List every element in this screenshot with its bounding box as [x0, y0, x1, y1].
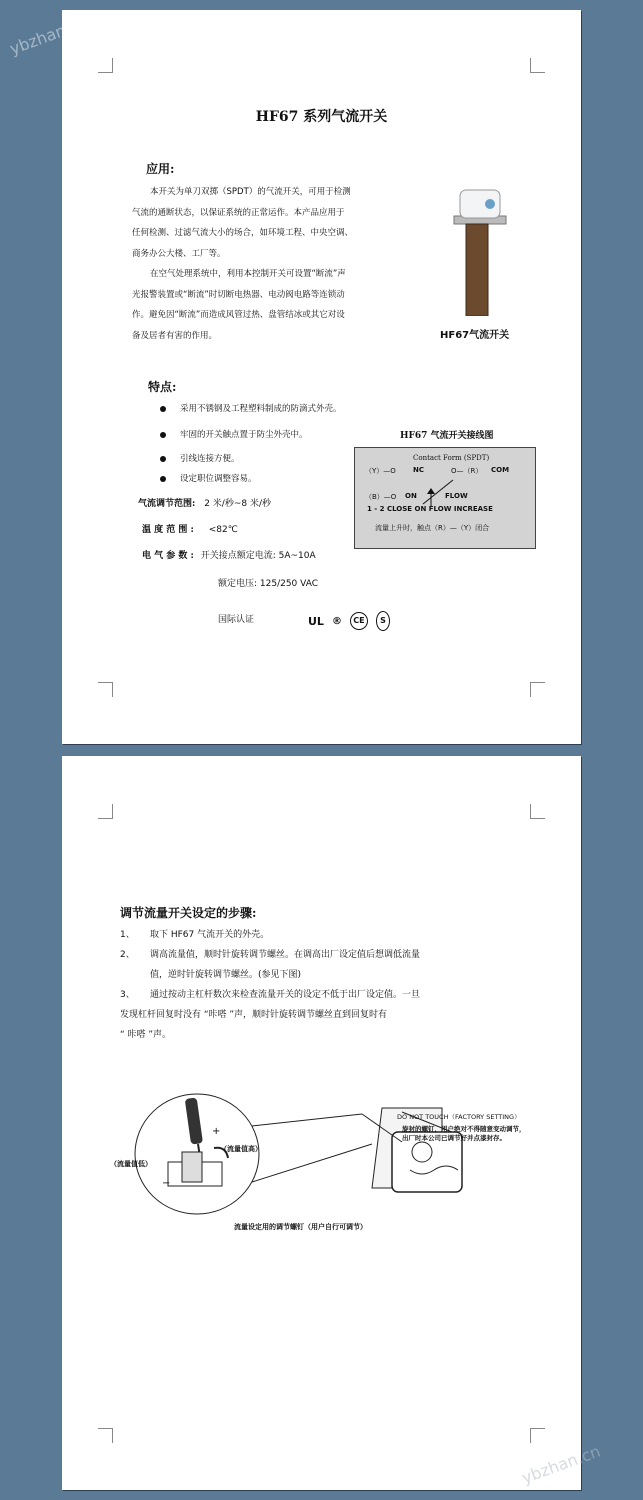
- watermark-bottom: ybzhan.cn: [519, 1441, 603, 1488]
- ul-mark-icon: UL: [308, 614, 324, 628]
- feature-item: 引线连接方便。: [160, 452, 240, 464]
- registered-mark-icon: ®: [331, 615, 342, 627]
- flow-label: FLOW: [445, 492, 468, 500]
- crop-mark: [98, 682, 113, 697]
- crop-mark: [530, 58, 545, 73]
- nc-label: NC: [413, 466, 424, 474]
- step-item-continuation: 发现杠杆回复时没有 “咔嗒 ”声，顺时针旋转调节螺丝直到回复时有 “ 咔嗒 ”声。: [120, 1010, 388, 1040]
- terminal-r: O—（R）: [451, 467, 483, 475]
- adjust-screw-caption: 流量设定用的调节螺钉（用户自行可调节）: [234, 1223, 367, 1231]
- page-title: HF67 系列气流开关: [255, 109, 388, 125]
- crop-mark: [530, 682, 545, 697]
- feature-item: 设定职位调整容易。: [160, 472, 257, 484]
- ce-mark-icon: CE: [350, 612, 368, 630]
- hf67-product-image: [450, 186, 510, 316]
- do-not-touch-title: DO NOT TOUCH（FACTORY SETTING）: [397, 1113, 521, 1121]
- on-label: ON: [405, 492, 417, 500]
- wiring-diagram: [354, 447, 536, 549]
- document-page-2: 调节流量开关设定的步骤: 1、 取下 HF67 气流开关的外壳。 2、 调高流量值，顺时针旋转调节螺丝。在调高出厂设定值后想调低流量 值，逆时针旋转调节螺丝。(参见下图) 3、 通过按动主杠杆数次来检查流量开关的设定不低于出厂设定值。一旦 发现杠杆回复时没有 “咔嗒 ”声，顺时针旋转调节螺丝直到回复时有 “ 咔嗒 ”声。 （流量值低） （流量值高） − + 流量设定用的调节螺钉（用户自行可调节） DO NOT TOUCH（FACTORY SETTING） 旋封的螺钉，用户绝对不得随意变动调节， 出厂时本公司已调节好并点漆封存。: [62, 756, 581, 1490]
- product-caption: HF67气流开关: [440, 330, 510, 341]
- watermark-top: ybzhan.cn: [7, 12, 91, 59]
- crop-mark: [98, 58, 113, 73]
- terminal-b: （B）—O: [365, 493, 397, 501]
- crop-mark: [98, 1428, 113, 1443]
- terminal-y: （Y）—O: [365, 467, 396, 475]
- close-on-flow-text: 1 - 2 CLOSE ON FLOW INCREASE: [367, 505, 493, 513]
- crop-mark: [98, 804, 113, 819]
- temperature-range-row: 温 度 范 围 : <82℃: [142, 525, 238, 535]
- safety-mark-icon: S: [376, 611, 390, 631]
- feature-item: 牢固的开关触点置于防尘外壳中。: [160, 428, 308, 440]
- electrical-params-row: 电 气 参 数 : 开关接点额定电流: 5A~10A: [142, 551, 316, 561]
- minus-sign: −: [162, 1178, 171, 1189]
- feature-item: 采用不锈钢及工程塑料制成的防滴式外壳。: [160, 402, 342, 414]
- wiring-diagram-title: HF67 气流开关接线图: [400, 431, 494, 441]
- factory-setting-warning-2: 出厂时本公司已调节好并点漆封存。: [402, 1134, 506, 1142]
- crop-mark: [530, 1428, 545, 1443]
- factory-setting-warning-1: 旋封的螺钉，用户绝对不得随意变动调节，: [402, 1125, 526, 1133]
- application-paragraph-1: 本开关为单刀双掷（SPDT）的气流开关，可用于检测 气流的通断状态，以保证系统的正常运作。本产品应用于 任何检测、过滤气流大小的场合，如环境工程、中央空调、 商务办公大楼、工厂等。 在空气处理系统中，利用本控制开关可设置“断流”声 光报警装置或“断流”时切断电热器、电动阀电路等连锁动 作。避免因“断流”而造成风管过热、盘管结冰或其它对设 备及居者有害的作用。: [132, 187, 354, 341]
- contact-form-label: Contact Form (SPDT): [413, 454, 490, 462]
- flow-range-row: 气流调节范围: 2 米/秒~8 米/秒: [138, 499, 271, 509]
- contact-note: 流量上升时，触点（R）—（Y）闭合: [375, 524, 490, 532]
- certification-label: 国际认证: [218, 615, 255, 625]
- certification-marks: [276, 611, 390, 631]
- low-flow-label: （流量值低）: [110, 1160, 152, 1168]
- rated-voltage-row: 额定电压: 125/250 VAC: [218, 579, 319, 589]
- bullet-icon: [160, 432, 166, 438]
- plus-sign: +: [212, 1126, 221, 1137]
- crop-mark: [530, 804, 545, 819]
- high-flow-label: （流量值高）: [220, 1145, 262, 1153]
- application-heading: 应用:: [146, 162, 175, 176]
- document-page-1: [62, 10, 581, 744]
- bullet-icon: [160, 476, 166, 482]
- features-heading: 特点:: [148, 380, 177, 394]
- adjustment-steps-heading: 调节流量开关设定的步骤:: [120, 906, 257, 920]
- com-label: COM: [491, 466, 510, 474]
- bullet-icon: [160, 456, 166, 462]
- bullet-icon: [160, 406, 166, 412]
